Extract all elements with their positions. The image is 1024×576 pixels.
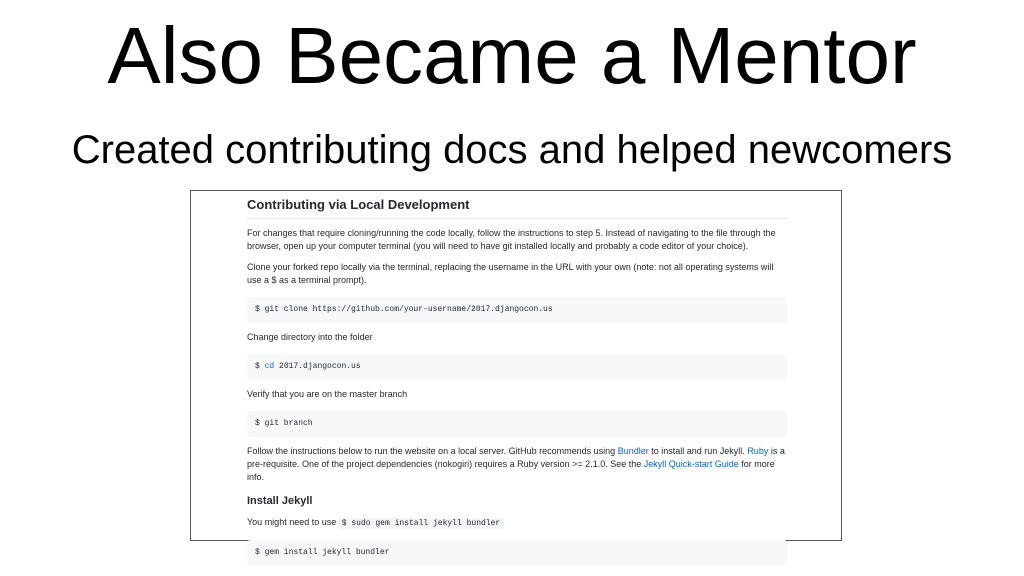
doc-paragraph-follow [247, 445, 787, 484]
jekyll-guide-link[interactable]: Jekyll Quick-start Guide [643, 459, 739, 469]
follow-text-c: is a pre-requisite. One of the project dependencies (nokogiri) requires a Ruby version >= 2.1.0. See the [247, 446, 785, 469]
doc-paragraph-sudo [247, 516, 787, 530]
bundler-link[interactable]: Bundler [617, 446, 649, 456]
code-block-install: $ gem install jekyll bundler [247, 540, 787, 566]
doc-paragraph-clone: Clone your forked repo locally via the terminal, replacing the username in the URL with your own (note: not all operating systems will use a $ as a terminal prompt). [247, 262, 774, 285]
inline-code-sudo: $ sudo gem install jekyll bundler [339, 518, 503, 529]
follow-text-b: to install and run Jekyll. [651, 446, 745, 456]
doc-heading: Contributing via Local Development [247, 197, 787, 219]
code-command-cd: cd [264, 362, 275, 371]
follow-text-d: for more info. [247, 459, 775, 482]
follow-text-a: Follow the instructions below to run the website on a local server. GitHub recommends using [247, 446, 616, 456]
code-argument: 2017.djangocon.us [279, 362, 361, 371]
doc-paragraph-branch: Verify that you are on the master branch [247, 389, 408, 399]
code-prompt: $ [255, 362, 260, 371]
ruby-link[interactable]: Ruby [747, 446, 769, 456]
install-jekyll-heading: Install Jekyll [247, 495, 313, 507]
slide-title: Also Became a Mentor [107, 11, 917, 100]
doc-paragraph-intro: For changes that require cloning/running the code locally, follow the instructions to step 5. Instead of navigating to the file through the browser, open up your computer terminal (you will need to have git installed locally and probably a code editor of your choice). [247, 228, 776, 251]
code-block-branch: $ git branch [247, 411, 787, 437]
sudo-text: You might need to use [247, 517, 337, 527]
slide-subtitle: Created contributing docs and helped newcomers [71, 128, 953, 172]
code-block-clone: $ git clone https://github.com/your-username/2017.djangocon.us [247, 297, 787, 323]
docs-screenshot [190, 190, 842, 557]
doc-paragraph-cd: Change directory into the folder [247, 332, 373, 342]
contributing-doc [247, 191, 787, 566]
code-block-cd [247, 354, 787, 380]
